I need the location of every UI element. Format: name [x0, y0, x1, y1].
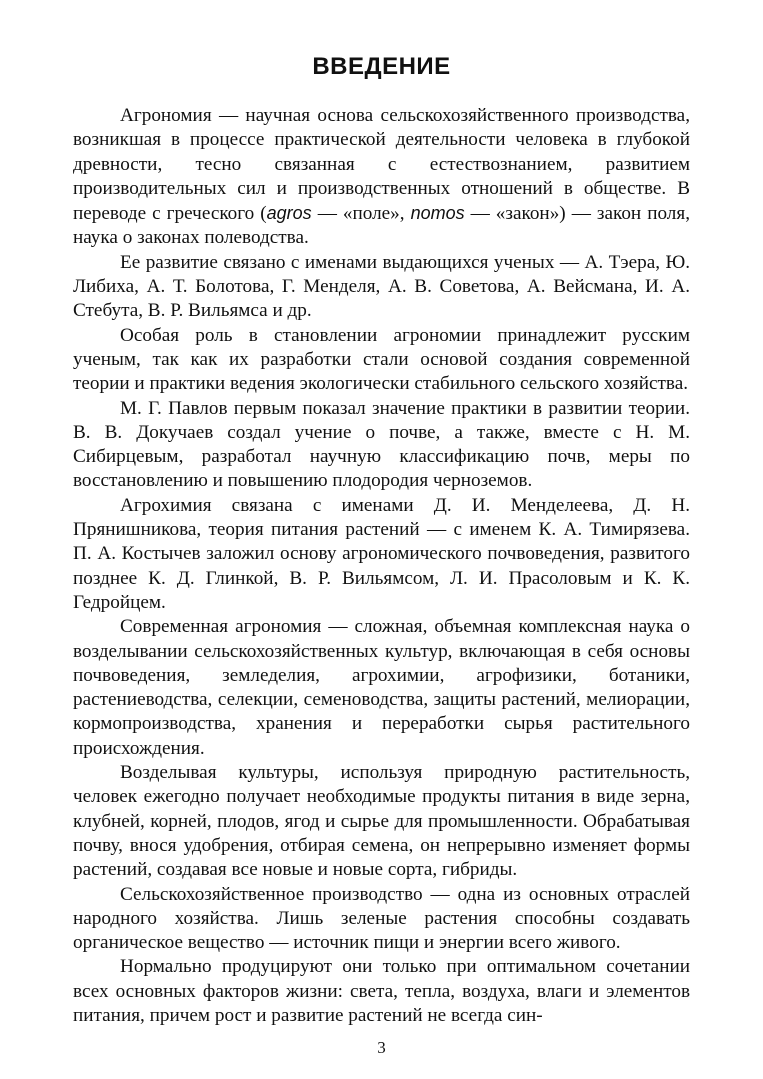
paragraph-1-text-b: — «поле», — [311, 203, 411, 225]
term-agros: agros — [266, 203, 312, 224]
page-body — [73, 52, 690, 1028]
paragraph-1 — [73, 104, 690, 251]
paragraph-2: Ее развитие связано с именами выдающихся ученых — А. Тэера, Ю. Либиха, А. Т. Болотова, Г. Менделя, А. В. Советова, А. Вейсмана, И. А. Стебута, В. Р. Вильямса и др. — [73, 251, 690, 322]
page-number: 3 — [377, 1038, 386, 1057]
paragraph-9: Нормально продуцируют они только при оптимальном сочетании всех основных факторов жизни: света, тепла, воздуха, влаги и элементов питания, причем рост и развитие растений не всегда син- — [73, 956, 690, 1026]
paragraph-5: Агрохимия связана с именами Д. И. Менделеева, Д. Н. Прянишникова, теория питания растений — с именем К. А. Тимирязева. П. А. Костычев заложил основу агрономического почвоведения, развитого позднее К. Д. Глинкой, В. Р. Вильямсом, Л. И. Прасоловым и К. К. Гедройцем. — [73, 494, 690, 613]
paragraph-3: Особая роль в становлении агрономии принадлежит русским ученым, так как их разработки стали основой создания современной теории и практики ведения экологически стабильного сельского хозяйства. — [73, 324, 690, 395]
paragraph-4: М. Г. Павлов первым показал значение практики в развитии теории. В. В. Докучаев создал учение о почве, а также, вместе с Н. М. Сибирцевым, разработал научную классификацию почв, меры по восстановлению и повышению плодородия черноземов. — [73, 397, 690, 492]
paragraph-6: Современная агрономия — сложная, объемная комплексная наука о возделывании сельскохозяйственных культур, включающая в себя основы почвоведения, земледелия, агрохимии, агрофизики, ботаники, растениеводства, селекции, семеноводства, защиты растений, мелиорации, кормопроизводства, хранения и переработки сырья растительного происхождения. — [73, 616, 690, 759]
paragraph-7: Возделывая культуры, используя природную растительность, человек ежегодно получает необходимые продукты питания в виде зерна, клубней, корней, плодов, ягод и сырье для промышленности. Обрабатывая почву, внося удобрения, отбирая семена, он непрерывно изменяет формы растений, создавая все новые и новые сорта, гибриды. — [73, 762, 690, 881]
paragraph-1-text-a: Агрономия — научная основа сельскохозяйственного производства, возникшая в процессе практической деятельности человека в глубокой древности, тесно связанная с естествознанием, развитием производительных сил и производственных отношений в обществе. В переводе с греческого ( — [73, 105, 690, 225]
page-title: ВВЕДЕНИЕ — [312, 53, 451, 80]
term-nomos: nomos — [410, 203, 465, 224]
paragraph-8: Сельскохозяйственное производство — одна из основных отраслей народного хозяйства. Лишь зеленые растения способны создавать органическое вещество — источник пищи и энергии всего живого. — [73, 883, 690, 954]
paragraph-1-text-c: — «закон») — закон поля, наука о законах полеводства. — [73, 203, 690, 249]
